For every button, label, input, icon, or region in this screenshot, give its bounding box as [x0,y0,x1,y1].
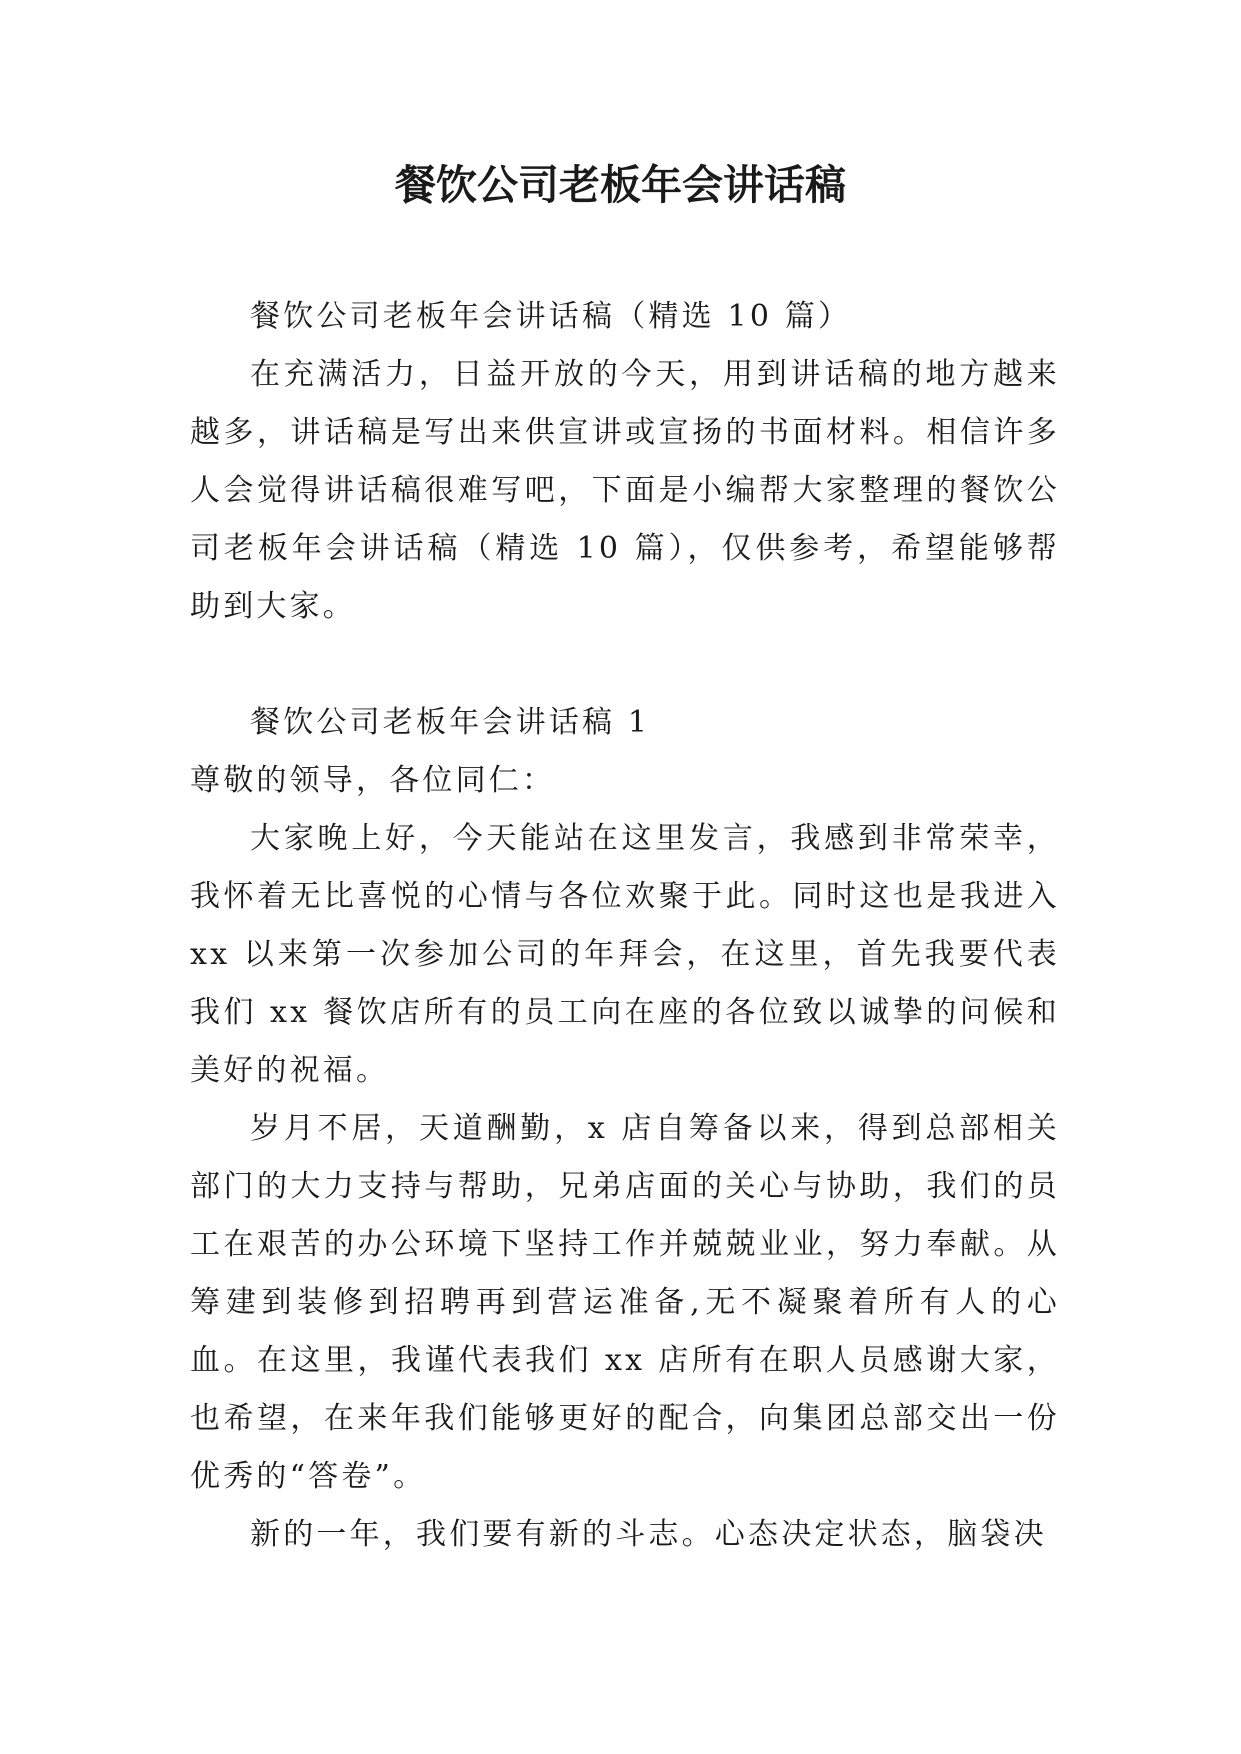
section-heading: 餐饮公司老板年会讲话稿 1 [250,705,651,740]
body-paragraph-3: 新的一年，我们要有新的斗志。心态决定状态，脑袋决 [250,1517,1047,1552]
document-title: 餐饮公司老板年会讲话稿 [395,161,846,209]
document-subtitle: 餐饮公司老板年会讲话稿（精选 10 篇） [250,299,852,334]
paragraph-gap [190,636,1060,694]
salutation: 尊敬的领导，各位同仁： [190,763,556,798]
intro-paragraph: 在充满活力，日益开放的今天，用到讲话稿的地方越来越多，讲话稿是写出来供宣讲或宣扬的书面材料。相信许多人会觉得讲话稿很难写吧，下面是小编帮大家整理的餐饮公司老板年会讲话稿（精选 10 篇），仅供参考，希望能够帮助到大家。 [190,357,1060,624]
body-paragraph-1: 大家晚上好，今天能站在这里发言，我感到非常荣幸，我怀着无比喜悦的心情与各位欢聚于此。同时这也是我进入 xx 以来第一次参加公司的年拜会，在这里，首先我要代表我们 xx 餐饮店所有的员工向在座的各位致以诚挚的问候和美好的祝福。 [190,821,1060,1088]
body-paragraph-2: 岁月不居，天道酬勤，x 店自筹备以来，得到总部相关部门的大力支持与帮助，兄弟店面的关心与协助，我们的员工在艰苦的办公环境下坚持工作并兢兢业业，努力奉献。从筹建到装修到招聘再到营运准备,无不凝聚着所有人的心血。在这里，我谨代表我们 xx 店所有在职人员感谢大家，也希望，在来年我们能够更好的配合，向集团总部交出一份优秀的“答卷”。 [190,1111,1060,1494]
document-body [190,288,1060,1564]
